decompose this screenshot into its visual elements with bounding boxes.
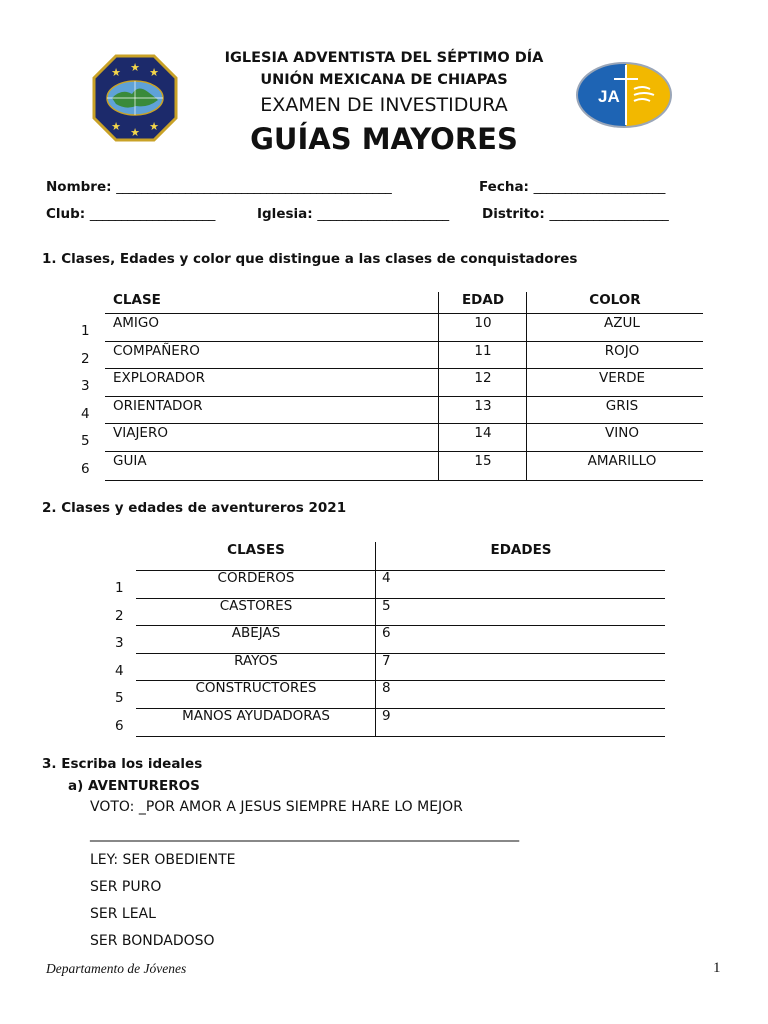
nombre-label: Nombre: bbox=[46, 179, 112, 195]
cell-edad: 6 bbox=[382, 625, 391, 642]
cell-edad: 14 bbox=[474, 425, 492, 442]
cell-edad: 9 bbox=[382, 708, 391, 724]
cell-clase: AMIGO bbox=[113, 315, 159, 331]
cell-edad: 12 bbox=[474, 370, 492, 387]
col-header-edades: EDADES bbox=[490, 542, 552, 558]
svg-text:★: ★ bbox=[130, 61, 140, 74]
nombre-field bbox=[46, 179, 391, 195]
distrito-line: ___________________ bbox=[549, 206, 669, 222]
row-number: 6 bbox=[81, 461, 90, 477]
cell-edad: 10 bbox=[474, 315, 492, 331]
col-header-clases: CLASES bbox=[227, 542, 285, 558]
svg-text:★: ★ bbox=[111, 120, 121, 133]
row-number: 4 bbox=[115, 662, 124, 679]
ley-item: SER PURO bbox=[90, 879, 162, 895]
cell-edad: 11 bbox=[474, 342, 492, 359]
fecha-line: _____________________ bbox=[533, 179, 665, 195]
svg-text:★: ★ bbox=[130, 126, 140, 139]
fecha-label: Fecha: bbox=[479, 179, 529, 195]
question-1-title: 1. Clases, Edades y color que distingue a las clases de conquistadores bbox=[42, 251, 578, 267]
row-number: 5 bbox=[81, 433, 90, 450]
svg-text:★: ★ bbox=[149, 66, 159, 79]
fecha-field bbox=[479, 179, 665, 195]
table-row-line bbox=[105, 341, 703, 342]
cell-edad: 8 bbox=[382, 680, 391, 697]
club-field bbox=[46, 206, 215, 222]
cell-color: AZUL bbox=[604, 315, 640, 331]
row-number: 1 bbox=[115, 580, 124, 596]
table-row-line bbox=[105, 396, 703, 397]
table-row-line bbox=[105, 313, 703, 314]
nombre-line: ____________________________________________ bbox=[116, 179, 392, 195]
page-number: 1 bbox=[713, 960, 721, 976]
ideales-aventureros-heading: a) AVENTUREROS bbox=[68, 778, 200, 794]
cell-color: VINO bbox=[605, 425, 639, 442]
header-church: IGLESIA ADVENTISTA DEL SÉPTIMO DÍA bbox=[224, 50, 544, 66]
cell-edad: 4 bbox=[382, 570, 391, 586]
club-label: Club: bbox=[46, 206, 86, 222]
cell-clase: VIAJERO bbox=[113, 425, 168, 442]
row-number: 6 bbox=[115, 718, 124, 734]
col-header-color: COLOR bbox=[589, 292, 641, 308]
question-2-title: 2. Clases y edades de aventureros 2021 bbox=[42, 500, 347, 516]
table-row-line bbox=[105, 451, 703, 452]
svg-text:★: ★ bbox=[149, 120, 159, 133]
cell-clase: RAYOS bbox=[234, 652, 278, 669]
cell-clase: GUIA bbox=[113, 453, 147, 469]
cell-clase: ORIENTADOR bbox=[113, 397, 203, 414]
row-number: 5 bbox=[115, 690, 124, 707]
cell-clase: EXPLORADOR bbox=[113, 370, 206, 387]
row-number: 1 bbox=[81, 323, 90, 339]
table-bottom-line bbox=[136, 736, 665, 737]
cell-color: ROJO bbox=[604, 342, 640, 359]
iglesia-field bbox=[257, 206, 449, 222]
distrito-field bbox=[482, 206, 668, 222]
svg-text:★: ★ bbox=[111, 66, 121, 79]
ley-item: SER LEAL bbox=[90, 906, 156, 922]
footer-department: Departamento de Jóvenes bbox=[46, 961, 187, 976]
table-bottom-line bbox=[105, 480, 703, 481]
col-header-clase: CLASE bbox=[113, 292, 161, 308]
page-title: GUÍAS MAYORES bbox=[250, 122, 518, 156]
question-3-title: 3. Escriba los ideales bbox=[42, 756, 203, 772]
cell-clase: COMPAÑERO bbox=[113, 342, 200, 359]
row-number: 3 bbox=[81, 378, 90, 395]
iglesia-label: Iglesia: bbox=[257, 206, 313, 222]
row-number: 2 bbox=[81, 350, 90, 367]
table-row-line bbox=[105, 368, 703, 369]
cell-edad: 5 bbox=[382, 597, 391, 614]
header-union: UNIÓN MEXICANA DE CHIAPAS bbox=[260, 72, 508, 88]
cell-clase: CASTORES bbox=[219, 597, 293, 614]
iglesia-line: _____________________ bbox=[317, 206, 449, 222]
cell-color: AMARILLO bbox=[587, 453, 657, 469]
cell-clase: ABEJAS bbox=[231, 625, 281, 642]
club-line: ____________________ bbox=[89, 206, 215, 222]
distrito-label: Distrito: bbox=[482, 206, 545, 222]
voto-answer-line: ____________________________________________________________________ bbox=[90, 826, 519, 842]
ja-logo-text: JA bbox=[598, 87, 620, 106]
cell-edad: 7 bbox=[382, 652, 391, 669]
row-number: 3 bbox=[115, 635, 124, 652]
table-row-line bbox=[105, 423, 703, 424]
header-exam: EXAMEN DE INVESTIDURA bbox=[260, 94, 508, 116]
ley-text: LEY: SER OBEDIENTE bbox=[90, 852, 236, 868]
cell-edad: 13 bbox=[474, 397, 492, 414]
cell-clase: MANOS AYUDADORAS bbox=[182, 708, 330, 724]
voto-text: VOTO: _POR AMOR A JESUS SIEMPRE HARE LO MEJOR bbox=[90, 799, 463, 815]
cell-clase: CONSTRUCTORES bbox=[195, 680, 317, 697]
col-header-edad: EDAD bbox=[461, 292, 505, 308]
ley-item: SER BONDADOSO bbox=[90, 933, 215, 949]
cell-edad: 15 bbox=[474, 453, 492, 469]
cell-color: VERDE bbox=[598, 370, 646, 387]
row-number: 4 bbox=[81, 405, 90, 422]
row-number: 2 bbox=[115, 607, 124, 624]
cell-color: GRIS bbox=[605, 397, 639, 414]
cell-clase: CORDEROS bbox=[217, 570, 295, 586]
